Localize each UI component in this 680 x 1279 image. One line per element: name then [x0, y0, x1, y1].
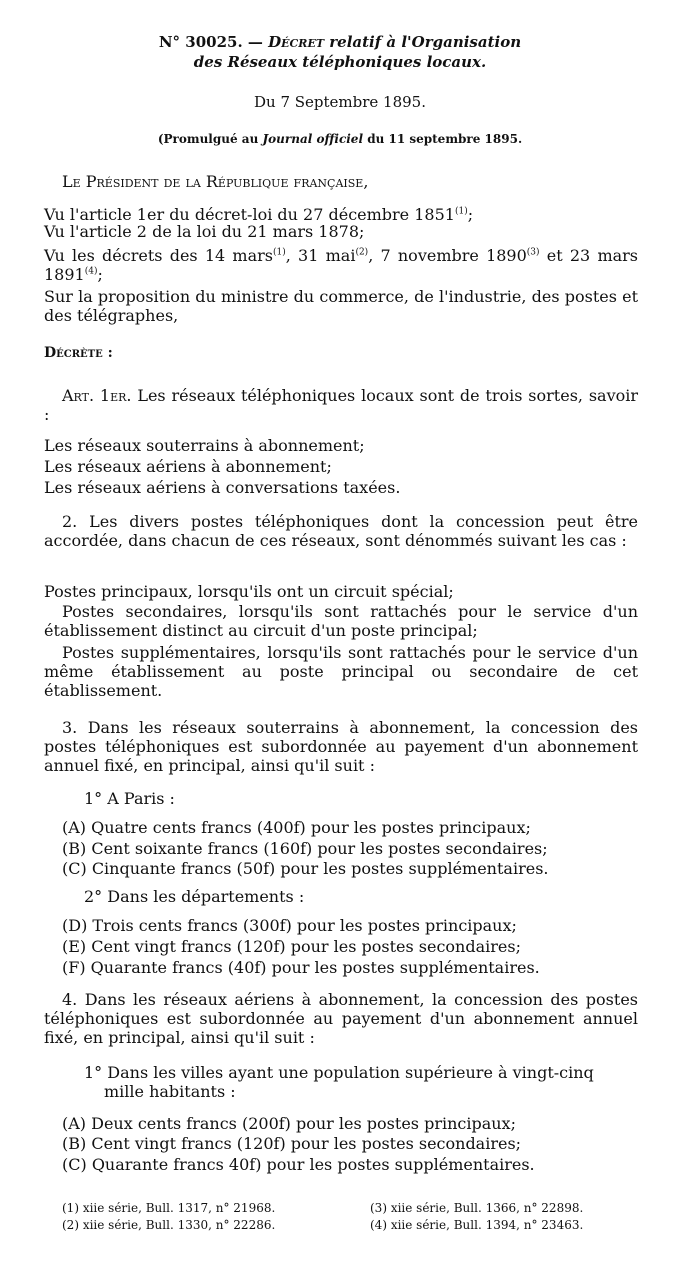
- article-3-dept-heading: 2° Dans les départements :: [84, 887, 305, 906]
- proposition: Sur la proposition du ministre du commerce, de l'industrie, des postes et des télégraphes,: [44, 287, 638, 325]
- footnote-3: (3) xiie série, Bull. 1366, n° 22898.: [370, 1201, 584, 1215]
- decree-date: Du 7 Septembre 1895.: [253, 93, 426, 111]
- article-4: 4. Dans les réseaux aériens à abonnement, la concession des postes téléphoniques est subordonnée au payement d'un abonnement annuel fixé, en principal, ainsi qu'il suit :: [44, 990, 638, 1047]
- article-3-dept-item: (E) Cent vingt francs (120f) pour les postes secondaires;: [62, 937, 521, 956]
- visa-3: Vu les décrets des 14 mars$^{(1)}$, 31 mai$^{(2)}$, 7 novembre 1890$^{(3)}$ et 23 mars 1891$^{(4)}$;: [44, 246, 639, 284]
- article-3-dept-item: (D) Trois cents francs (300f) pour les postes principaux;: [62, 916, 517, 935]
- footnote-1: (1) xiie série, Bull. 1317, n° 21968.: [62, 1201, 276, 1215]
- article-1-item: Les réseaux aériens à abonnement;: [44, 457, 332, 476]
- decree-title-line1: N° 30025. — Décret relatif à l'Organisation: [158, 33, 522, 51]
- article-1-item: Les réseaux souterrains à abonnement;: [44, 436, 365, 455]
- decree-title: relatif à l'Organisation: [329, 33, 522, 51]
- article-3-paris-item: (B) Cent soixante francs (160f) pour les postes secondaires;: [62, 839, 548, 858]
- footnote-2: (2) xiie série, Bull. 1330, n° 22286.: [62, 1218, 276, 1232]
- article-2-item: Postes principaux, lorsqu'ils ont un circuit spécial;: [44, 582, 454, 601]
- article-1-item: Les réseaux aériens à conversations taxées.: [44, 478, 401, 497]
- article-4-villes-item: (A) Deux cents francs (200f) pour les postes principaux;: [62, 1114, 516, 1133]
- article-2-item: Postes secondaires, lorsqu'ils sont rattachés pour le service d'un établissement distinct au circuit d'un poste principal;: [44, 602, 638, 640]
- article-4-villes-item: (B) Cent vingt francs (120f) pour les postes secondaires;: [62, 1134, 522, 1153]
- article-3-dept-item: (F) Quarante francs (40f) pour les postes supplémentaires.: [62, 958, 540, 977]
- decree-word: Décret: [268, 33, 325, 51]
- decree-number: N° 30025.: [158, 33, 243, 51]
- article-2-item: Postes supplémentaires, lorsqu'ils sont rattachés pour le service d'un même établissement au poste principal ou secondaire de cet établissement.: [44, 643, 638, 700]
- decrete-heading: Décrète :: [44, 345, 113, 361]
- article-3-paris-heading: 1° A Paris :: [84, 789, 175, 808]
- article-3: 3. Dans les réseaux souterrains à abonnement, la concession des postes téléphoniques est subordonnée au payement d'un abonnement annuel fixé, en principal, ainsi qu'il suit :: [44, 718, 638, 775]
- article-4-villes-heading: 1° Dans les villes ayant une population supérieure à vingt-cinq mille habitants :: [84, 1063, 594, 1101]
- article-3-paris-item: (A) Quatre cents francs (400f) pour les postes principaux;: [62, 818, 531, 837]
- article-1: Art. 1er. Les réseaux téléphoniques locaux sont de trois sortes, savoir :: [44, 386, 638, 424]
- president-heading: Le Président de la République française,: [62, 172, 369, 191]
- article-2: 2. Les divers postes téléphoniques dont la concession peut être accordée, dans chacun de ces réseaux, sont dénommés suivant les cas :: [44, 512, 638, 550]
- article-3-paris-item: (C) Cinquante francs (50f) pour les postes supplémentaires.: [62, 859, 549, 878]
- visa-2: Vu l'article 2 de la loi du 21 mars 1878;: [44, 222, 365, 241]
- footnote-4: (4) xiie série, Bull. 1394, n° 23463.: [370, 1218, 584, 1232]
- article-4-villes-item: (C) Quarante francs 40f) pour les postes supplémentaires.: [62, 1155, 535, 1174]
- visa-1: Vu l'article 1er du décret-loi du 27 décembre 1851$^{(1)}$;: [44, 205, 474, 224]
- promulgation-note: (Promulgué au Journal officiel du 11 septembre 1895.: [157, 132, 523, 146]
- decree-title-line2: des Réseaux téléphoniques locaux.: [193, 53, 487, 71]
